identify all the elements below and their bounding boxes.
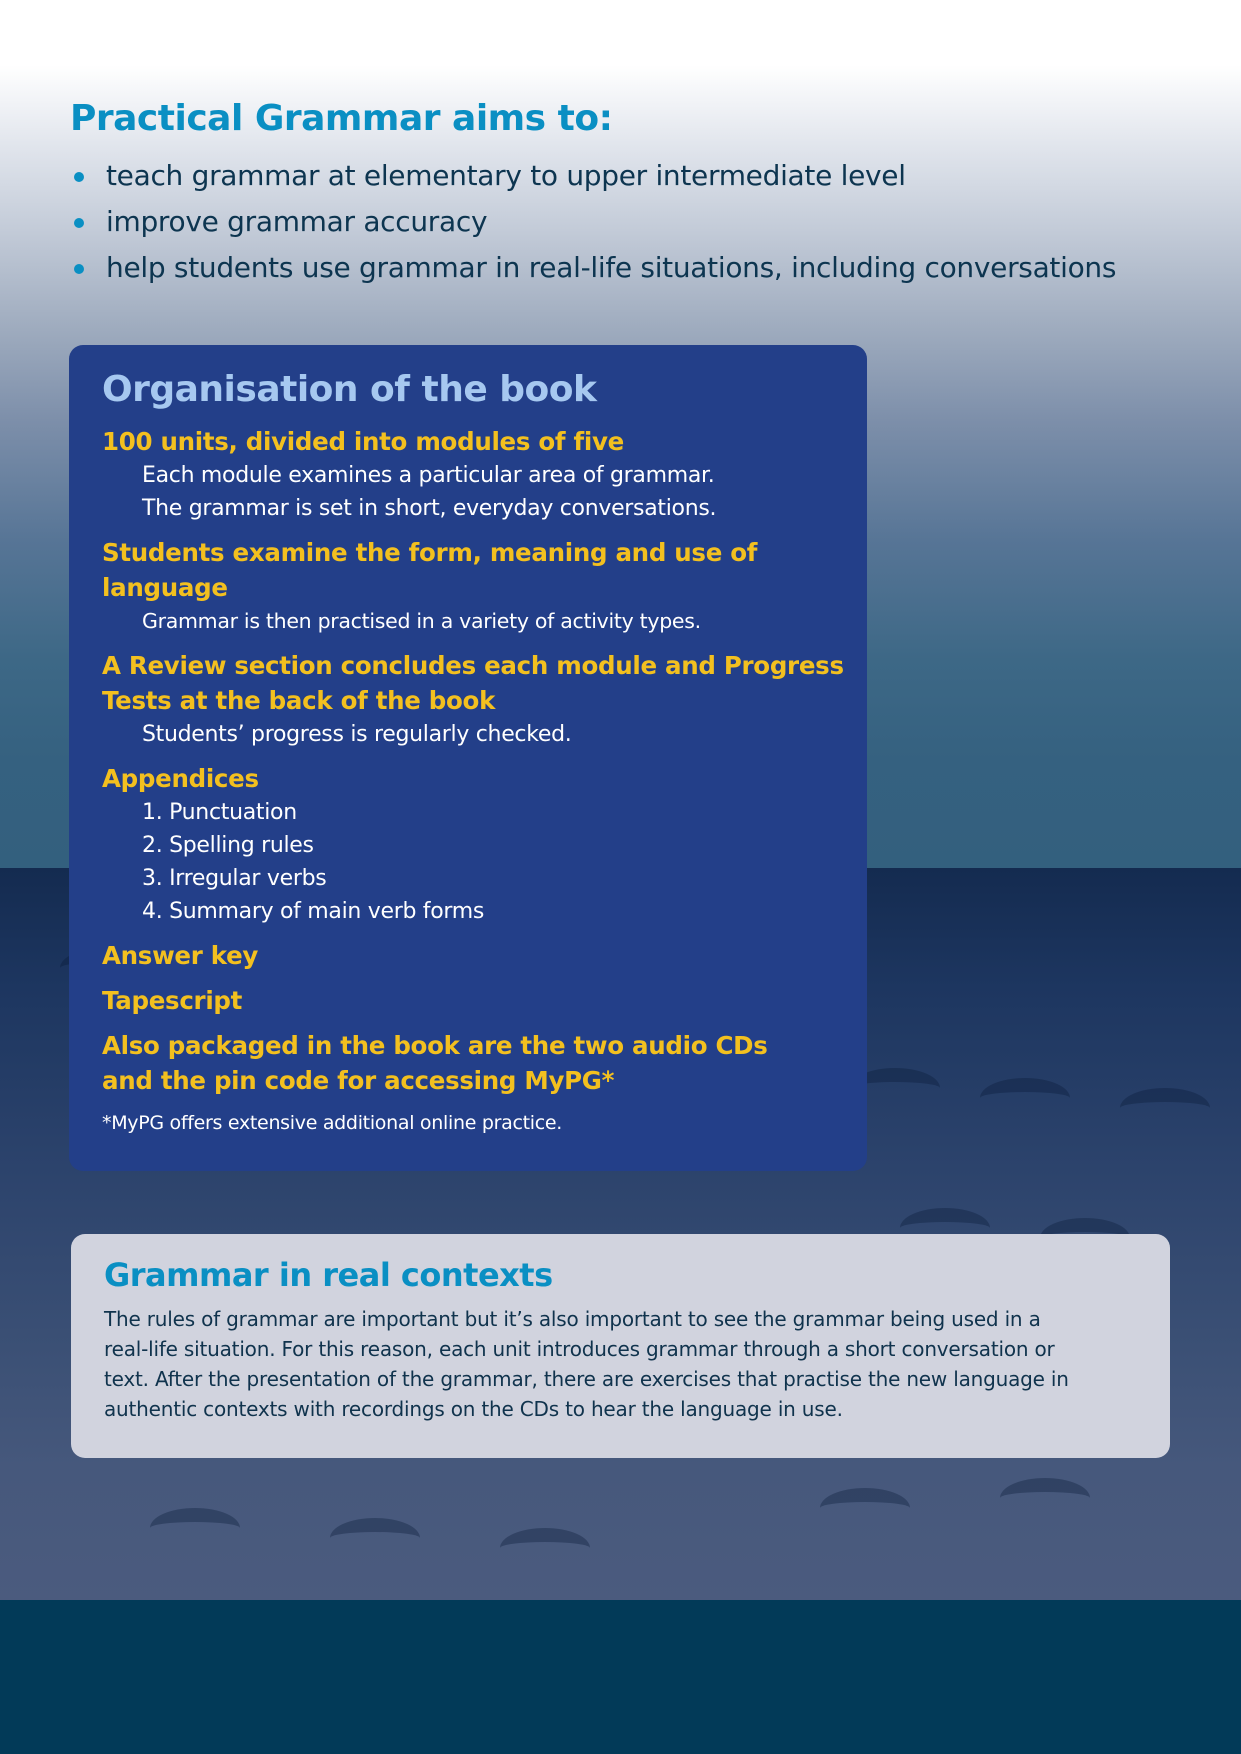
- contexts-line: The rules of grammar are important but it’s also important to see the grammar being used in a: [104, 1307, 1041, 1331]
- keyboard-key-shape: [820, 1488, 910, 1528]
- organisation-title: Organisation of the book: [102, 369, 597, 410]
- contexts-title: Grammar in real contexts: [104, 1256, 553, 1294]
- bullet-icon: [74, 172, 84, 182]
- section-text: The grammar is set in short, everyday conversations.: [142, 496, 717, 521]
- section-heading: 100 units, divided into modules of five: [102, 427, 624, 456]
- section-text: Grammar is then practised in a variety of activity types.: [142, 609, 701, 633]
- keyboard-key-shape: [330, 1518, 420, 1558]
- background-footer-band: [0, 1600, 1241, 1754]
- contexts-line: authentic contexts with recordings on the CDs to hear the language in use.: [104, 1397, 843, 1421]
- appendix-item: 3. Irregular verbs: [142, 866, 327, 891]
- section-heading: Students examine the form, meaning and use of language: [102, 538, 758, 602]
- bullet-icon: [74, 218, 84, 228]
- aims-list-item: improve grammar accuracy: [70, 199, 1210, 245]
- section-text: Each module examines a particular area of grammar.: [142, 463, 715, 488]
- section-heading: Tapescript: [102, 986, 243, 1015]
- section-heading: Answer key: [102, 941, 259, 970]
- contexts-line: text. After the presentation of the grammar, there are exercises that practise the new language in: [104, 1367, 1069, 1391]
- aims-title: Practical Grammar aims to:: [70, 98, 613, 139]
- section-heading: Appendices: [102, 764, 259, 793]
- section-heading: Tests at the back of the book: [102, 686, 496, 715]
- contexts-line: real-life situation. For this reason, each unit introduces grammar through a short conversation or: [104, 1337, 1055, 1361]
- section-text: Students’ progress is regularly checked.: [142, 722, 572, 747]
- section-heading: and the pin code for accessing MyPG*: [102, 1066, 615, 1095]
- aims-list-item: help students use grammar in real-life situations, including conversations: [70, 245, 1210, 291]
- footnote: *MyPG offers extensive additional online practice.: [102, 1112, 562, 1134]
- appendix-item: 2. Spelling rules: [142, 833, 314, 858]
- keyboard-key-shape: [980, 1078, 1070, 1118]
- aims-list-item: teach grammar at elementary to upper intermediate level: [70, 153, 1210, 199]
- aims-section: [70, 98, 1210, 291]
- contexts-body: [104, 1304, 1140, 1424]
- appendix-item: 4. Summary of main verb forms: [142, 899, 485, 924]
- keyboard-key-shape: [1000, 1478, 1090, 1518]
- aims-list: [70, 153, 1210, 291]
- keyboard-key-shape: [500, 1528, 590, 1568]
- bullet-icon: [74, 264, 84, 274]
- section-heading: Also packaged in the book are the two audio CDs: [102, 1031, 768, 1060]
- keyboard-key-shape: [1120, 1088, 1210, 1128]
- appendix-item: 1. Punctuation: [142, 800, 297, 825]
- keyboard-key-shape: [150, 1508, 240, 1548]
- section-heading: A Review section concludes each module and Progress: [102, 651, 844, 680]
- organisation-panel: [69, 345, 867, 1171]
- contexts-panel: [71, 1234, 1170, 1458]
